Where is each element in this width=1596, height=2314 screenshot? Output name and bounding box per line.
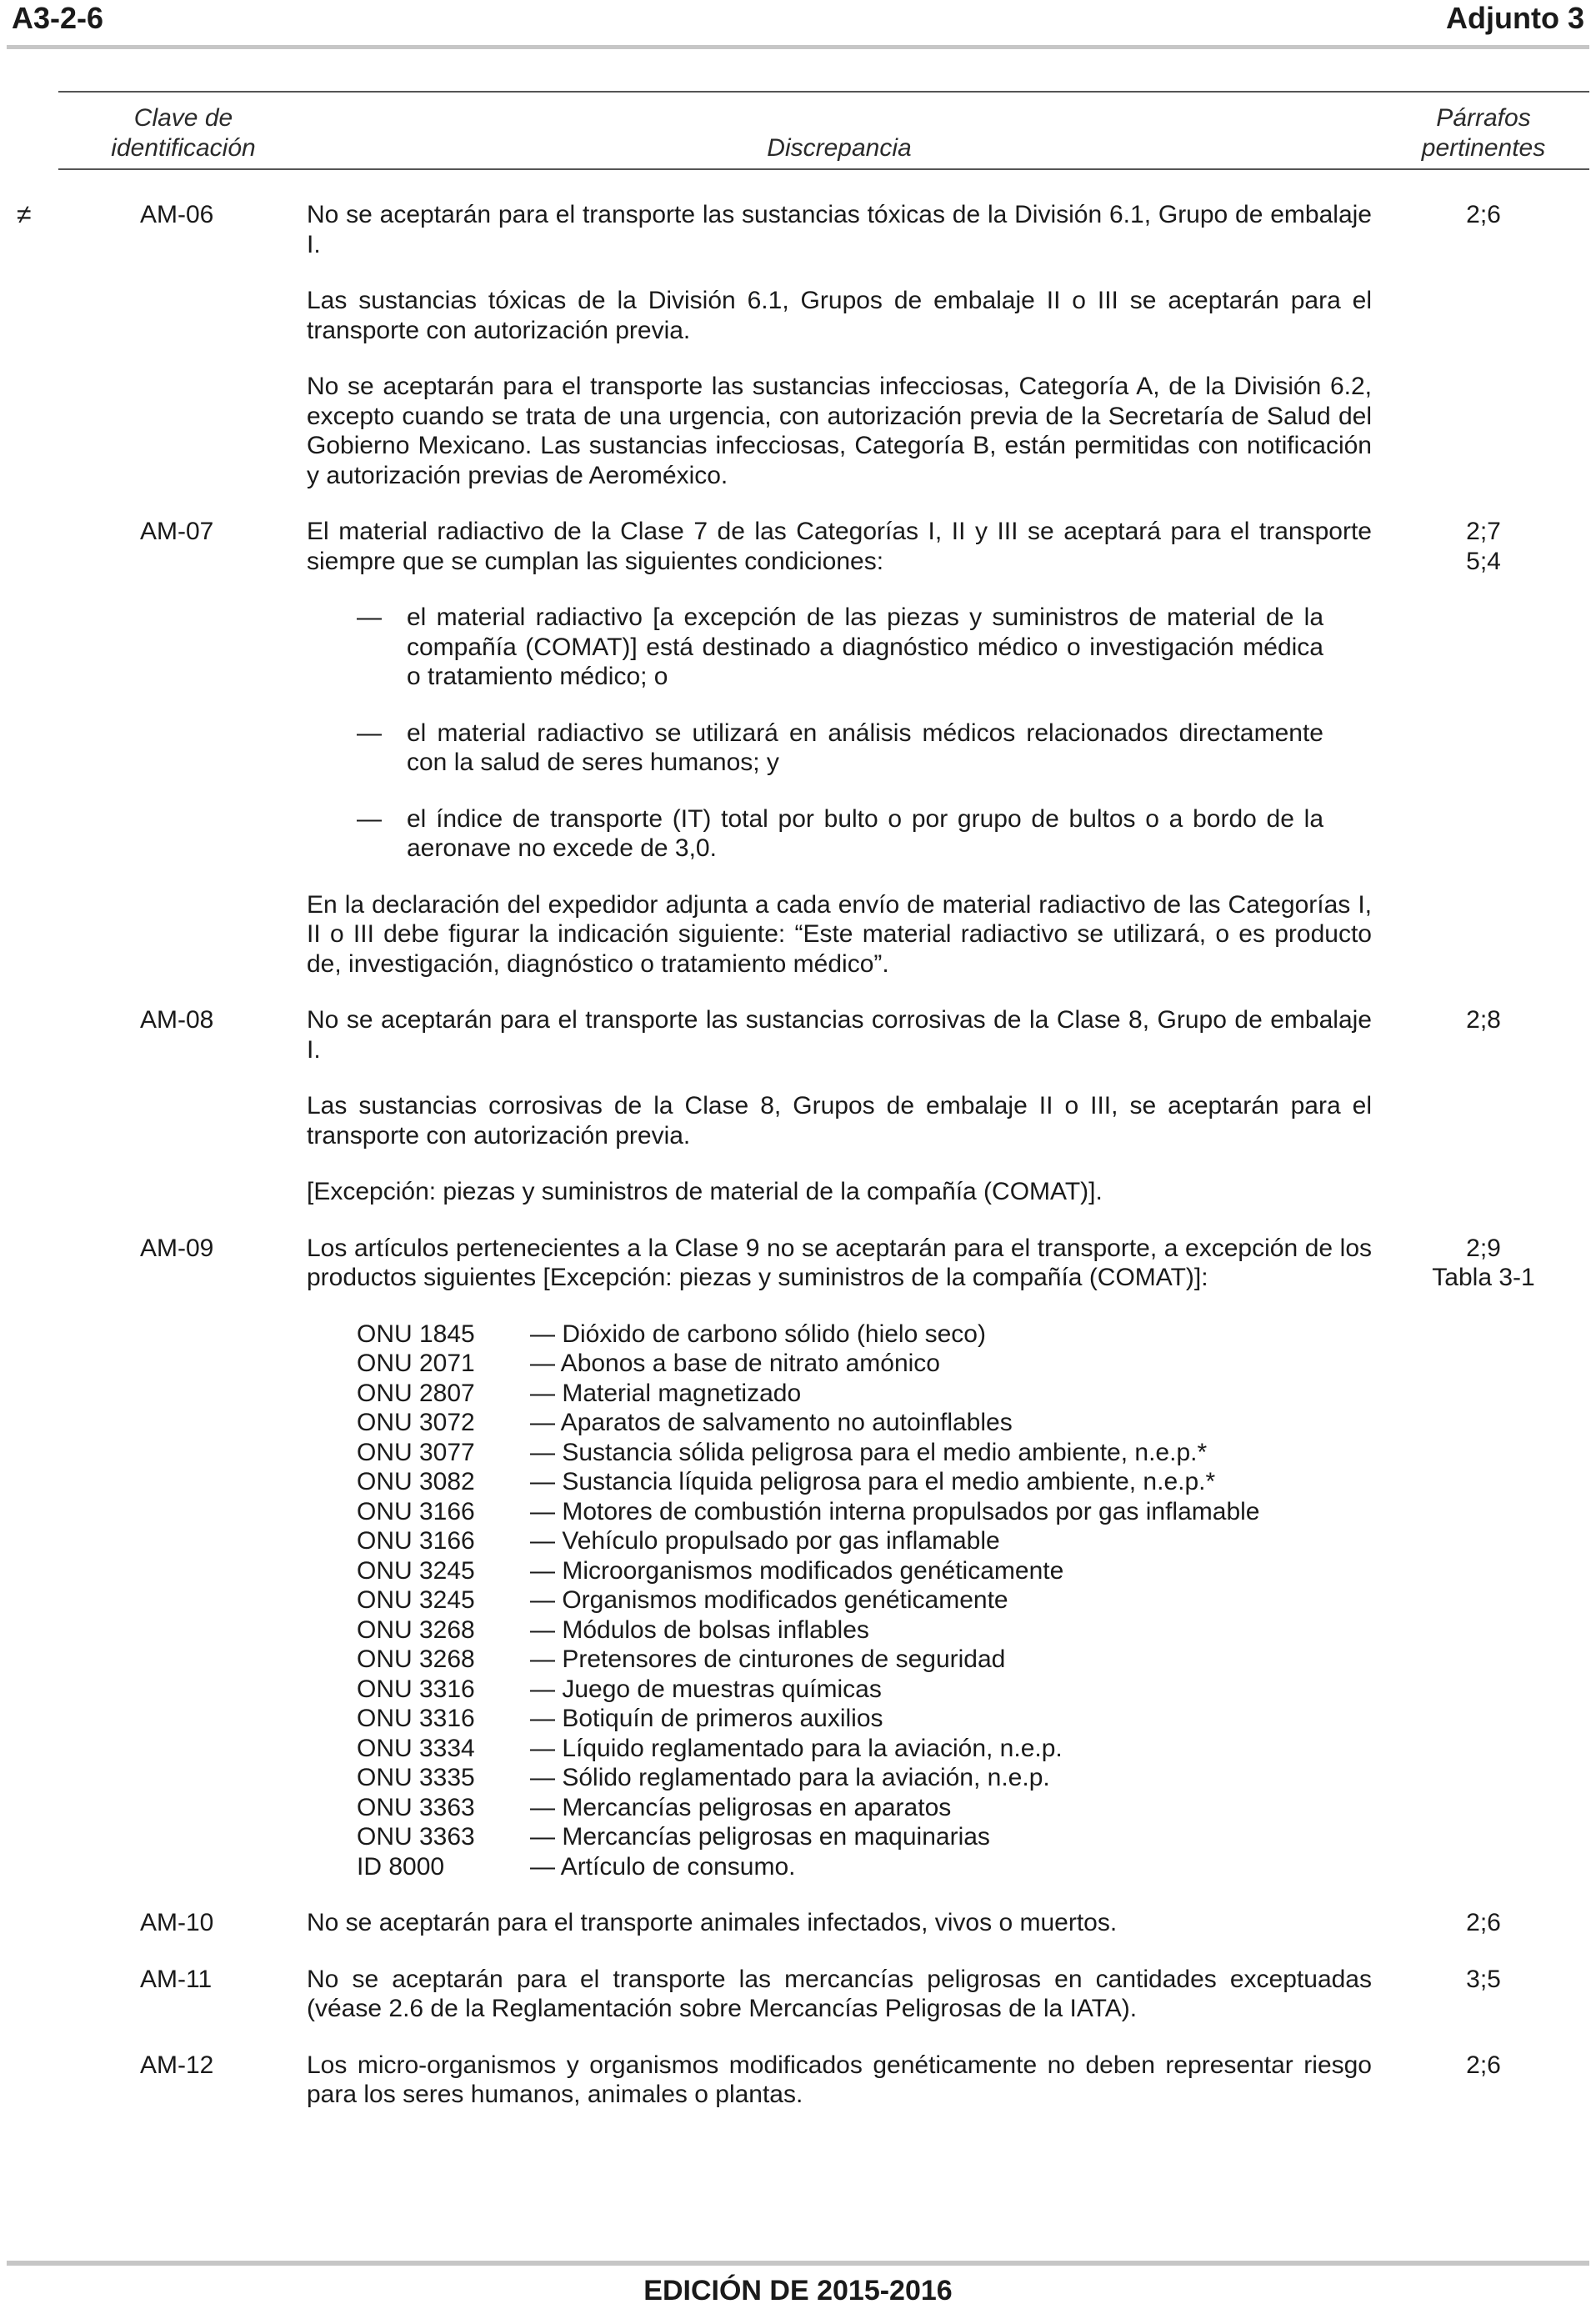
list-item (357, 1497, 1372, 1527)
un-code: ONU 2807 (357, 1379, 475, 1407)
page-number: A3-2-6 (12, 1, 104, 35)
un-description: — Vehículo propulsado por gas inflamable (530, 1527, 1000, 1555)
paragraph: [Excepción: piezas y suministros de material de la compañía (COMAT)]. (307, 1178, 1103, 1205)
list-item (357, 1467, 1372, 1497)
dash-bullet: — (357, 719, 382, 747)
condition-item (307, 603, 1323, 692)
un-code: ONU 3245 (357, 1586, 475, 1614)
ref-item: 2;6 (1466, 1909, 1501, 1936)
table-row (0, 2051, 1596, 2110)
list-item (357, 1704, 1372, 1734)
un-code: ONU 3245 (357, 1556, 475, 1585)
entry-refs (1383, 1234, 1583, 1293)
un-code: ONU 3335 (357, 1764, 475, 1791)
un-description: — Sustancia sólida peligrosa para el medio ambiente, n.e.p.* (530, 1438, 1208, 1466)
un-code: ONU 3334 (357, 1734, 475, 1762)
entry-body (307, 200, 1372, 490)
header-rule (7, 45, 1589, 49)
entry-refs (1383, 1005, 1583, 1035)
entry-refs (1383, 517, 1583, 576)
un-code: ONU 3363 (357, 1793, 475, 1821)
paragraph: Las sustancias tóxicas de la División 6.1, Grupos de embalaje II o III se aceptarán para el transporte con autorización previa. (307, 287, 1372, 344)
table-header-rule (58, 168, 1589, 170)
un-code: ONU 1845 (357, 1320, 475, 1348)
ref-item: 2;6 (1466, 2051, 1501, 2079)
list-item (357, 1379, 1372, 1409)
list-item (357, 1585, 1372, 1615)
table-row (0, 1965, 1596, 2024)
table-row (0, 200, 1596, 490)
discrepancy-table (0, 200, 1596, 2136)
list-item (357, 1349, 1372, 1379)
un-number-list (357, 1320, 1372, 1882)
un-code: ONU 3077 (357, 1438, 475, 1466)
entry-body (307, 517, 1372, 979)
entry-body (307, 1234, 1372, 1882)
paragraph: Los micro-organismos y organismos modificados genéticamente no deben representar riesgo para los seres humanos, animales o plantas. (307, 2051, 1372, 2108)
entry-body (307, 2051, 1372, 2110)
un-description: — Artículo de consumo. (530, 1852, 796, 1881)
edition-footer: EDICIÓN DE 2015-2016 (643, 2275, 953, 2306)
entry-id: AM-12 (140, 2051, 214, 2079)
table-row (0, 1234, 1596, 1882)
entry-id: AM-06 (140, 201, 214, 228)
paragraph: Las sustancias corrosivas de la Clase 8, Grupos de embalaje II o III, se aceptarán para el transporte con autorización previa. (307, 1092, 1372, 1149)
un-description: — Mercancías peligrosas en maquinarias (530, 1823, 990, 1851)
table-top-rule (58, 91, 1589, 93)
attachment-label: Adjunto 3 (1446, 1, 1584, 35)
ref-item: 2;6 (1466, 201, 1501, 228)
ref-item: 2;8 (1466, 1006, 1501, 1034)
table-row (0, 1005, 1596, 1207)
list-item (357, 1526, 1372, 1556)
entry-refs (1383, 200, 1583, 230)
ref-item: 2;7 (1466, 518, 1501, 545)
dash-bullet: — (357, 804, 382, 833)
un-description: — Material magnetizado (530, 1379, 802, 1407)
paragraph: No se aceptarán para el transporte las mercancías peligrosas en cantidades exceptuadas (véase 2.6 de la Reglamentación sobre Mercancías Peligrosas de la IATA). (307, 1965, 1372, 2022)
ref-item: 5;4 (1466, 547, 1501, 575)
paragraph: No se aceptarán para el transporte animales infectados, vivos o muertos. (307, 1909, 1118, 1936)
list-item (357, 1852, 1372, 1882)
un-code: ONU 3082 (357, 1468, 475, 1495)
entry-refs (1383, 1965, 1583, 1995)
condition-text: el material radiactivo se utilizará en análisis médicos relacionados directamente con la salud de seres humanos; y (407, 719, 1323, 776)
entry-id: AM-07 (140, 518, 214, 545)
un-code: ONU 2071 (357, 1350, 475, 1377)
footer-rule (7, 2261, 1589, 2266)
un-description: — Motores de combustión interna propulsados por gas inflamable (530, 1497, 1260, 1525)
list-item (357, 1763, 1372, 1793)
un-code: ONU 3316 (357, 1705, 475, 1732)
table-row (0, 1908, 1596, 1938)
entry-id: AM-10 (140, 1909, 214, 1936)
paragraph: En la declaración del expedidor adjunta a cada envío de material radiactivo de las Categorías I, II o III debe figurar la indicación siguiente: “Este material radiactivo se utilizará, o es producto de, investigación, diagnóstico o tratamiento médico”. (307, 890, 1372, 978)
un-description: — Juego de muestras químicas (530, 1675, 882, 1703)
condition-text: el índice de transporte (IT) total por bulto o por grupo de bultos o a bordo de la aeronave no excede de 3,0. (407, 804, 1323, 862)
paragraph: El material radiactivo de la Clase 7 de las Categorías I, II y III se aceptará para el transporte siempre que se cumplan las siguientes condiciones: (307, 518, 1372, 575)
list-item (357, 1615, 1372, 1645)
un-description: — Abonos a base de nitrato amónico (530, 1350, 940, 1377)
paragraph: No se aceptarán para el transporte las sustancias tóxicas de la División 6.1, Grupo de embalaje I. (307, 201, 1372, 258)
entry-body (307, 1908, 1372, 1938)
un-description: — Pretensores de cinturones de seguridad (530, 1645, 1006, 1673)
list-item (357, 1320, 1372, 1350)
list-item (357, 1734, 1372, 1764)
un-code: ONU 3363 (357, 1823, 475, 1851)
un-description: — Líquido reglamentado para la aviación, n.e.p. (530, 1734, 1063, 1762)
un-code: ID 8000 (357, 1852, 445, 1881)
list-item (357, 1556, 1372, 1586)
un-description: — Organismos modificados genéticamente (530, 1586, 1008, 1614)
un-code: ONU 3268 (357, 1615, 475, 1644)
entry-refs (1383, 1908, 1583, 1938)
list-item (357, 1645, 1372, 1675)
column-header-paragraphs: Párrafos pertinentes (1421, 104, 1546, 162)
entry-body (307, 1005, 1372, 1207)
list-item (357, 1408, 1372, 1438)
un-code: ONU 3166 (357, 1497, 475, 1525)
entry-id: AM-11 (140, 1965, 213, 1993)
column-header-id: Clave de identificación (111, 104, 256, 162)
un-description: — Botiquín de primeros auxilios (530, 1705, 883, 1732)
list-item (357, 1438, 1372, 1468)
un-description: — Sólido reglamentado para la aviación, n.e.p. (530, 1764, 1050, 1791)
list-item (357, 1822, 1372, 1852)
list-item (357, 1793, 1372, 1823)
un-description: — Mercancías peligrosas en aparatos (530, 1793, 952, 1821)
not-equal-mark: ≠ (17, 199, 32, 229)
entry-id: AM-08 (140, 1006, 214, 1034)
entry-body (307, 1965, 1372, 2024)
condition-item (307, 719, 1323, 778)
un-code: ONU 3166 (357, 1527, 475, 1555)
ref-item: 3;5 (1466, 1965, 1501, 1993)
ref-item: Tabla 3-1 (1432, 1264, 1535, 1291)
paragraph: No se aceptarán para el transporte las sustancias infecciosas, Categoría A, de la División 6.2, excepto cuando se trata de una urgencia, con autorización previa de la Secretaría de Salud del Gobierno Mexicano. Las sustancias infecciosas, Categoría B, están permitidas con notificación y autorización previas de Aeroméxico. (307, 373, 1372, 489)
un-description: — Aparatos de salvamento no autoinflables (530, 1409, 1013, 1436)
condition-item (307, 804, 1323, 864)
table-row (0, 517, 1596, 979)
un-code: ONU 3316 (357, 1675, 475, 1703)
entry-id: AM-09 (140, 1234, 214, 1262)
un-code: ONU 3268 (357, 1645, 475, 1673)
paragraph: Los artículos pertenecientes a la Clase 9 no se aceptarán para el transporte, a excepción de los productos siguientes [Excepción: piezas y suministros de la compañía (COMAT)]: (307, 1234, 1372, 1291)
un-description: — Módulos de bolsas inflables (530, 1615, 869, 1644)
column-header-discrepancy: Discrepancia (767, 134, 912, 162)
un-description: — Microorganismos modificados genéticamente (530, 1556, 1064, 1585)
dash-bullet: — (357, 604, 382, 631)
paragraph: No se aceptarán para el transporte las sustancias corrosivas de la Clase 8, Grupo de embalaje I. (307, 1006, 1372, 1064)
list-item (357, 1675, 1372, 1705)
un-code: ONU 3072 (357, 1409, 475, 1436)
un-description: — Dióxido de carbono sólido (hielo seco) (530, 1320, 986, 1348)
un-description: — Sustancia líquida peligrosa para el medio ambiente, n.e.p.* (530, 1468, 1216, 1495)
entry-refs (1383, 2051, 1583, 2081)
condition-text: el material radiactivo [a excepción de las piezas y suministros de material de la compañía (COMAT)] está destinado a diagnóstico médico o investigación médica o tratamiento médico; o (407, 604, 1323, 690)
ref-item: 2;9 (1466, 1234, 1501, 1262)
